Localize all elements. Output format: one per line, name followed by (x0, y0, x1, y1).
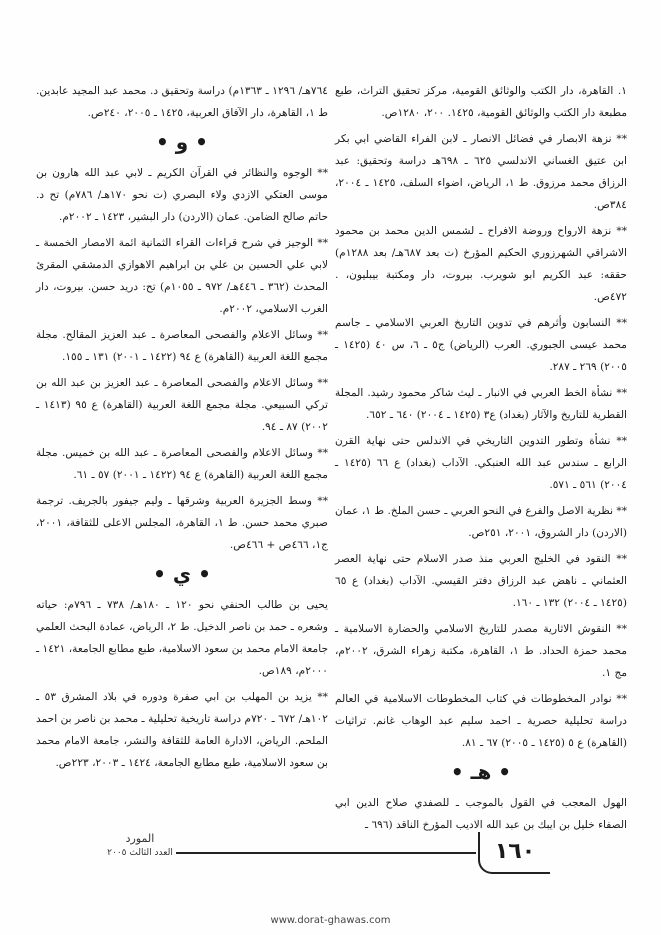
journal-issue: العدد الثالث ٢٠٠٥ (107, 848, 173, 858)
bibliography-entry: ** النقوش الاثارية مصدر للتاريخ الاسلامي والحضارة الاسلامية ـ محمد حمزة الحداد. ط ١، القاهرة، مكتبة زهراء الشرق، ٢٠٠٢م، مج ١. (335, 623, 628, 679)
bibliography-entry: ** يزيد بن المهلب بن ابي صفرة ودوره في بلاد المشرق ٥٣ ـ ١٠٢هـ/ ٦٧٢ ـ ٧٢٠م دراسة تاريخية تحليلية ـ محمد بن ناصر بن احمد الملحم. الرياض، الادارة العامة للثقافة والنشر، جامعة الامام محمد بن سعود الاسلامية، طبع مطابع الجامعة، ١٤٢٤ ـ ٢٠٠٣، ٢٢٣ص. (36, 691, 328, 769)
bibliography-entry: ** النسابون وأثرهم في تدوين التاريخ العربي الاسلامي ـ جاسم محمد عيسى الجبوري. العرب (الرياض) ج٥ ـ ٦، س ٤٠ (١٤٢٥ ـ ٢٠٠٥) ٢٦٩ ـ ٢٨٧. (335, 317, 627, 373)
bibliography-entry: ** نشأة وتطور التدوين التاريخي في الاندلس حتى نهاية القرن الرابع ـ سندس عبد الله العنبكي. الآداب (بغداد) ع ٦٦ (١٤٢٥ ـ ٢٠٠٤) ٥٦١ ـ ٥٧١. (335, 435, 627, 491)
bibliography-entry: الهول المعجب في القول بالموجب ـ للصفدي صلاح الدين ابي الصفاء خليل بن ايبك بن عبد الله الاديب المؤرخ الناقد (٦٩٦ ـ (335, 797, 627, 831)
bibliography-entry: ** نزهة الارواح وروضة الافراح ـ لشمس الدين محمد بن محمود الاشراقي الشهرزوري الحكيم المؤرخ (ت بعد ٦٨٧هـ/ بعد ١٢٨٨م) حققه: عبد الكريم ابو شويرب. بيروت، دار ومكتبة بيبليون، . ٤٧٢ص. (335, 225, 627, 303)
bibliography-entry: ** وسائل الاعلام والفصحى المعاصرة ـ عبد العزيز بن عبد الله بن تركي السبيعي. مجلة مجمع اللغة العربية (القاهرة) ع ٩٥ (١٤١٣ ـ ٢٠٠٢) ٨٧ ـ ٩٤. (36, 377, 328, 433)
bibliography-entry: ** نشأة الخط العربي في الانبار ـ ليث شاكر محمود رشيد. المجلة القطرية للتاريخ والآثار (بغداد) ع٣ (١٤٢٥ ـ ٢٠٠٤) ٦٤٠ ـ ٦٥٢. (335, 387, 627, 421)
page-number: ١٦٠ (478, 832, 550, 874)
section-letter: • ي • (153, 562, 211, 586)
right-column (335, 80, 627, 840)
bibliography-entry: ** نزهة الابصار في فضائل الانصار ـ لابن الفراء القاضي ابي بكر ابن عتيق الغساني الاندلسي ٦٢٥ ـ ٦٩٨هـ دراسة وتحقيق: عبد الرزاق محمد مرزوق. ط ١، الرياض، اضواء السلف، ١٤٢٥ ـ ٢٠٠٤، ٣٨٤ص. (335, 133, 627, 211)
bibliography-entry: ** النقود في الخليج العربي منذ صدر الاسلام حتى نهاية العصر العثماني ـ ناهض عبد الرزاق دفتر القيسي. الآداب (بغداد) ع ٦٥ (١٤٢٥ ـ ٢٠٠٤) ١٣٢ ـ ١٦٠. (335, 553, 627, 609)
bibliography-entry: ** الوجوه والنظائر في القرآن الكريم ـ لابي عبد الله هارون بن موسى العتكي الازدي ولاء البصري (ت نحو ١٧٠هـ/ ٧٨٦م) تح د. حاتم صالح الضامن. عمان (الاردن) دار البشير، ١٤٢٣ ـ ٢٠٠٢م. (36, 167, 328, 223)
bibliography-entry: ** الوجيز في شرح قراءات القراء الثمانية ائمة الامصار الخمسة ـ لابي علي الحسين بن علي بن ابراهيم الاهوازي الدمشقي المقرئ المحدث (٣٦٢ ـ ٤٤٦هـ/ ٩٧٢ ـ ١٠٥٥م) تح: دريد حسن. بيروت، دار الغرب الاسلامي، ٢٠٠٢م. (36, 237, 329, 315)
journal-footer (100, 832, 180, 860)
site-watermark: www.dorat-ghawas.com (270, 915, 391, 926)
bibliography-entry: ** نظرية الاصل والفرع في النحو العربي ـ حسن الملخ. ط ١، عمان (الاردن) دار الشروق، ٢٠٠١، ٢٥١ص. (335, 505, 627, 539)
bibliography-entry: يحيى بن طالب الحنفي نحو ١٢٠ ـ ١٨٠هـ/ ٧٣٨ ـ ٧٩٦م: حياته وشعره ـ حمد بن ناصر الدخيل. ط ٢، الرياض، عمادة البحث العلمي جامعة الامام محمد بن سعود الاسلامية، طبع مطابع الجامعة، ١٤٢١ ـ ٢٠٠٠م، ١٨٩ص. (36, 599, 329, 677)
left-column (36, 80, 328, 778)
section-letter: • هـ • (450, 760, 512, 784)
section-letter: • و • (156, 130, 208, 154)
bibliography-entry: ** وسط الجزيرة العربية وشرقها ـ وليم جيفور بالجريف. ترجمة صبري محمد حسن. ط ١، القاهرة، المجلس الاعلى للثقافة، ٢٠٠١، ج١، ٤٦٦ص + ٤٦٦ص. (36, 495, 329, 551)
bibliography-entry: ١. القاهرة، دار الكتب والوثائق القومية، مركز تحقيق التراث، طبع مطبعة دار الكتب والوثائق القومية، ١٤٢٥. ٢٠٠، ١٢٨٠ص. (335, 85, 627, 119)
bibliography-entry: ** وسائل الاعلام والفصحى المعاصرة ـ عبد العزيز المقالح. مجلة مجمع اللغة العربية (القاهرة) ع ٩٤ (١٤٢٢ ـ ٢٠٠١) ١٣١ ـ ١٥٥. (36, 329, 328, 363)
journal-name: المورد (125, 832, 155, 845)
bibliography-entry: ** نوادر المخطوطات في كتاب المخطوطات الاسلامية في العالم دراسة تحليلية حصرية ـ احمد سليم عبد الوهاب غانم. تراثيات (القاهرة) ع ٥ (١٤٢٥ ـ ٢٠٠٥) ٦٧ ـ ٨١. (335, 693, 627, 749)
bibliography-entry: ٧٦٤هـ/ ١٢٩٦ ـ ١٣٦٣م) دراسة وتحقيق د. محمد عبد المجيد عابدين. ط ١، القاهرة، دار الآفاق العربية، ١٤٢٥ ـ ٢٠٠٥، ٢٤٠ص. (36, 85, 328, 119)
footer-rule (176, 852, 476, 854)
bibliography-entry: ** وسائل الاعلام والفصحى المعاصرة ـ عبد الله بن خميس. مجلة مجمع اللغة العربية (القاهرة) ع ٩٤ (١٤٢٢ ـ ٢٠٠١) ٥٧ ـ ٦١. (36, 447, 328, 481)
